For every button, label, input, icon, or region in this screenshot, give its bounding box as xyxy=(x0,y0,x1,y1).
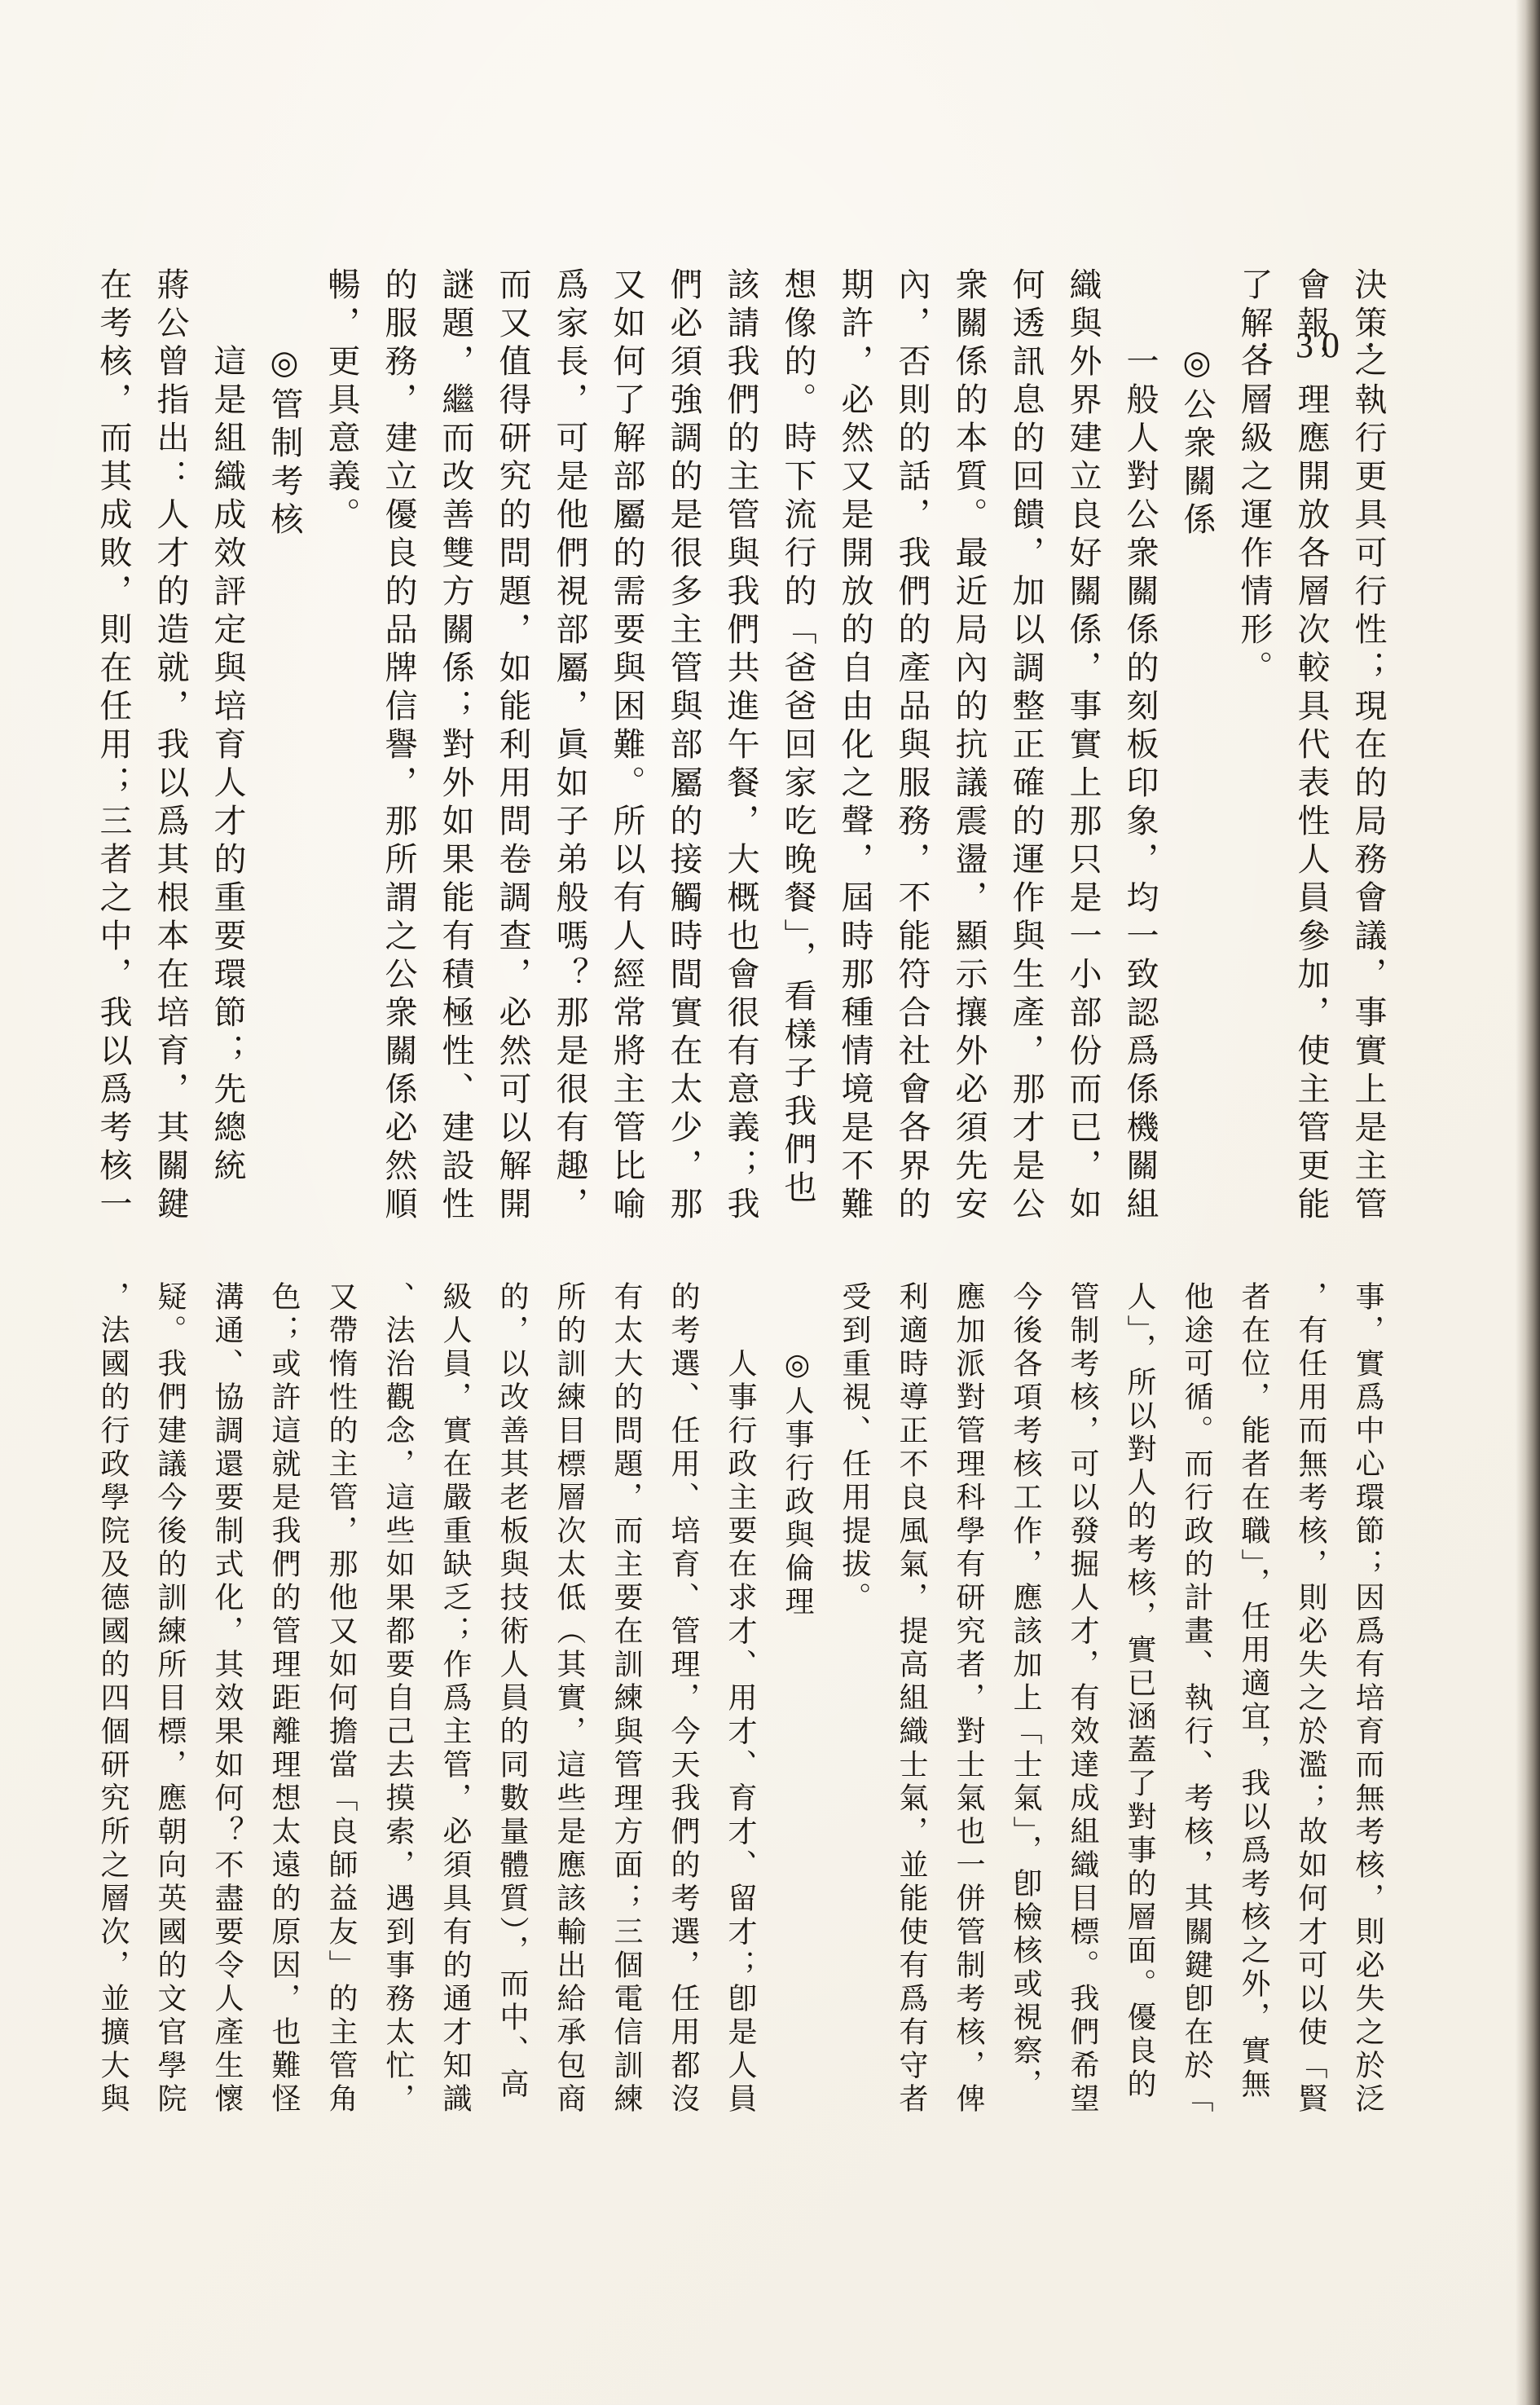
text-column: 想像的。時下流行的「爸爸回家吃晚餐」，看樣子我們也 xyxy=(780,267,816,1209)
text-column: 應加派對管理科學有研究者，對士氣也一併管制考核，俾 xyxy=(953,1281,985,2116)
upper-text-block xyxy=(85,267,1397,1231)
text-column: 的，以改善其老板與技術人員的同數量體質），而中、高 xyxy=(496,1281,529,2102)
text-column: 人事行政主要在求才、用才、育才、留才；卽是人員 xyxy=(724,1348,757,2116)
text-column: 又帶惰性的主管，那他又如何擔當「良師益友」的主管角 xyxy=(325,1281,358,2116)
text-column: 受到重視、任用提拔。 xyxy=(838,1281,871,1615)
text-column: 期許，必然又是開放的自由化之聲，屆時那種情境是不難 xyxy=(837,267,873,1225)
section-heading-column: ◎管制考核 xyxy=(266,344,303,540)
text-column: 蔣公曾指出：人才的造就，我以爲其根本在培育，其關鍵 xyxy=(152,267,189,1225)
text-column: 了解各層級之運作情形。 xyxy=(1236,267,1273,689)
text-column: 管制考核，可以發掘人才，有效達成組織目標。我們希望 xyxy=(1067,1281,1099,2116)
text-column: 在考核，而其成敗，則在任用；三者之中，我以爲考核一 xyxy=(95,267,132,1225)
text-column: 謎題，繼而改善雙方關係；對外如果能有積極性、建設性 xyxy=(438,267,474,1225)
text-column: 級人員，實在嚴重缺乏；作爲主管，必須具有的通才知識 xyxy=(439,1281,472,2116)
text-column: 內，否則的話，我們的產品與服務，不能符合社會各界的 xyxy=(894,267,931,1225)
text-column: 所的訓練目標層次太低（其實，這些是應該輸出給承包商 xyxy=(553,1281,586,2116)
lower-text-block xyxy=(85,1281,1397,2122)
section-heading-column: ◎公衆關係 xyxy=(1179,344,1216,540)
text-column: ，有任用而無考核，則必失之於濫；故如何才可以使「賢 xyxy=(1295,1281,1327,2116)
text-column: 們必須強調的是很多主管與部屬的接觸時間實在太少，那 xyxy=(666,267,702,1225)
text-column: 衆關係的本質。最近局內的抗議震盪，顯示攘外必須先安 xyxy=(951,267,988,1225)
text-column: 今後各項考核工作，應該加上「士氣」，卽檢核或視察， xyxy=(1010,1281,1042,2102)
section-heading-column: ◎人事行政與倫理 xyxy=(781,1348,814,1619)
text-column: 一般人對公衆關係的刻板印象，均一致認爲係機關組 xyxy=(1122,344,1159,1225)
text-column: 而又值得研究的問題，如能利用問卷調查，必然可以解開 xyxy=(495,267,531,1225)
text-column: 人」，所以對人的考核，實已涵蓋了對事的層面。優良的 xyxy=(1124,1281,1156,2102)
text-column: 織與外界建立良好關係，事實上那只是一小部份而已，如 xyxy=(1065,267,1102,1225)
text-column: 、法治觀念，這些如果都要自己去摸索，遇到事務太忙， xyxy=(382,1281,415,2116)
text-column: 決策之執行更具可行性；現在的局務會議，事實上是主管 xyxy=(1350,267,1387,1225)
text-column: 利適時導正不良風氣，提高組織士氣，並能使有爲有守者 xyxy=(895,1281,928,2116)
text-column: 爲家長，可是他們視部屬，眞如子弟般嗎？那是很有趣， xyxy=(552,267,588,1225)
text-column: 暢，更具意義。 xyxy=(323,267,360,535)
text-column: 該請我們的主管與我們共進午餐，大概也會很有意義；我 xyxy=(723,267,759,1225)
text-column: 事，實爲中心環節；因爲有培育而無考核，則必失之於泛 xyxy=(1352,1281,1384,2116)
text-column: 的考選、任用、培育、管理，今天我們的考選，任用都沒 xyxy=(667,1281,700,2116)
page-number: · 30 · xyxy=(1258,325,1385,365)
text-column: 者在位，能者在職」，任用適宜，我以爲考核之外，實無 xyxy=(1238,1281,1270,2102)
text-column: ，法國的行政學院及德國的四個研究所之層次，並擴大與 xyxy=(97,1281,130,2116)
text-column: 的服務，建立優良的品牌信譽，那所謂之公衆關係必然順 xyxy=(381,267,417,1225)
text-column: 溝通、協調還要制式化，其效果如何？不盡要令人產生懷 xyxy=(211,1281,244,2116)
text-column: 會報，理應開放各層次較具代表性人員參加，使主管更能 xyxy=(1293,267,1330,1225)
text-column: 色；或許這就是我們的管理距離理想太遠的原因，也難怪 xyxy=(268,1281,301,2116)
text-column: 疑。我們建議今後的訓練所目標，應朝向英國的文官學院 xyxy=(154,1281,187,2116)
text-column: 又如何了解部屬的需要與困難。所以有人經常將主管比喻 xyxy=(609,267,645,1225)
scan-edge-shadow xyxy=(1516,0,1540,2405)
text-column: 何透訊息的回饋，加以調整正確的運作與生產，那才是公 xyxy=(1008,267,1045,1225)
text-column: 他途可循。而行政的計畫、執行、考核，其關鍵卽在於「 xyxy=(1181,1281,1213,2116)
text-column: 有太大的問題，而主要在訓練與管理方面；三個電信訓練 xyxy=(610,1281,643,2116)
text-column: 這是組織成效評定與培育人才的重要環節；先總統 xyxy=(209,344,246,1187)
